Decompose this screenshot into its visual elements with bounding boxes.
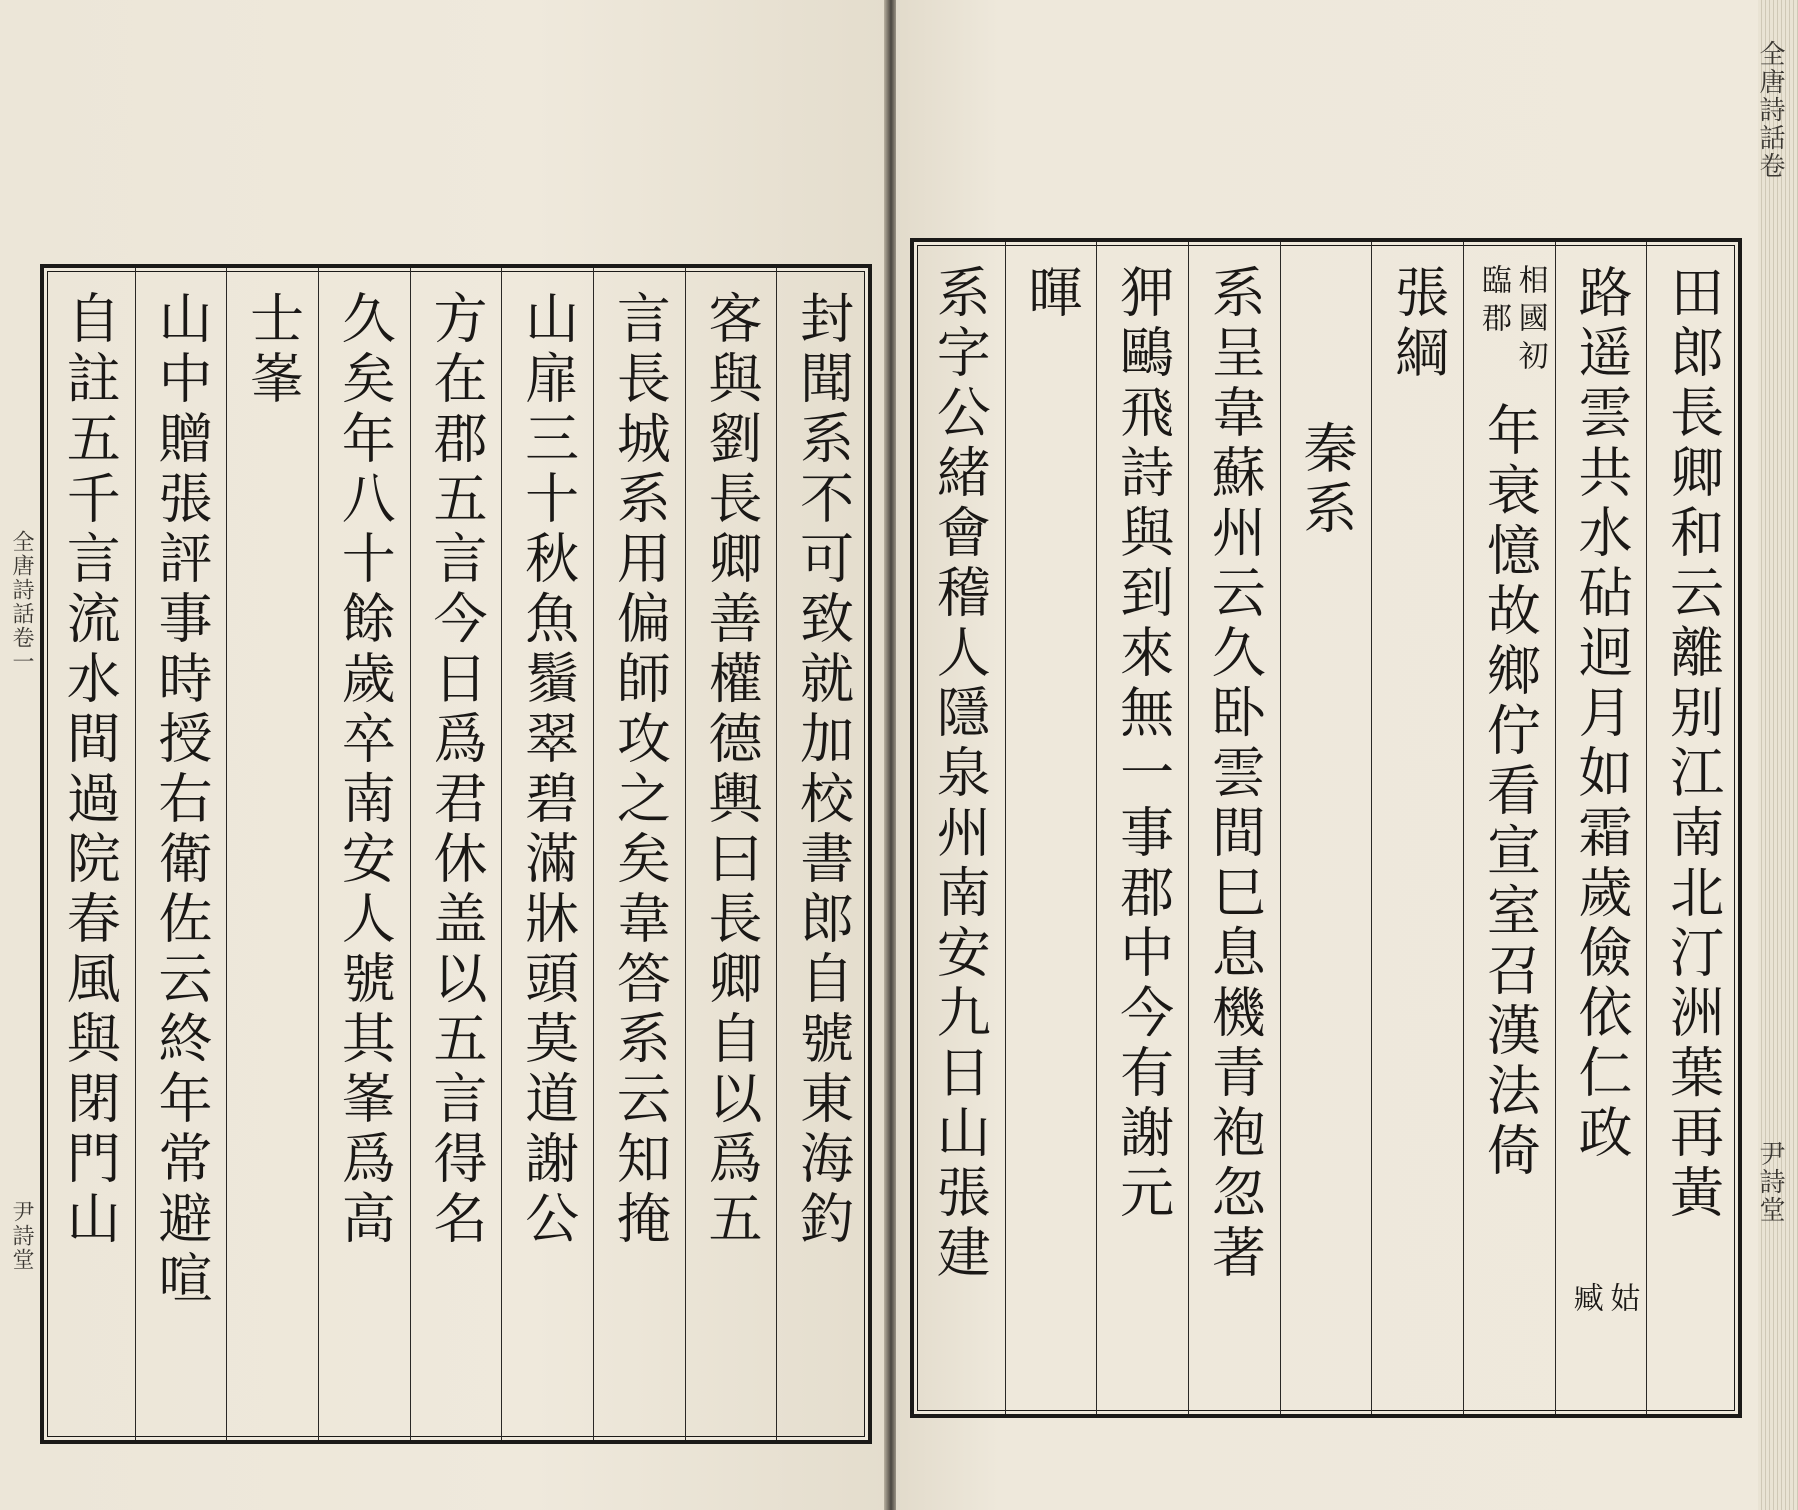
right-margin-title: 全唐詩話卷: [1755, 40, 1785, 180]
left-margin-hall-name: 尹詩堂: [9, 1200, 34, 1272]
right-margin-hall-name: 尹詩堂: [1755, 1140, 1785, 1224]
column-text: 秦系: [1294, 420, 1358, 540]
column-text: 路遥雲共水砧迥月如霜歲儉依仁政: [1569, 264, 1633, 1164]
column-text: 方在郡五言今日爲君休盖以五言得名: [424, 290, 488, 1250]
left-text-frame: [40, 264, 872, 1444]
column-text: 年衰憶故鄉佇看宣室召漢法倚: [1478, 402, 1542, 1182]
text-column: [136, 268, 228, 1440]
column-text: 系呈韋蘇州云久卧雲間巳息機青袍忽著: [1203, 264, 1267, 1284]
column-text: 張綱: [1386, 264, 1450, 384]
column-text: 暉: [1019, 264, 1083, 324]
text-column: [777, 268, 868, 1440]
column-text: 封聞系不可致就加校書郎自號東海釣: [791, 290, 855, 1250]
text-column: [502, 268, 594, 1440]
column-text: 久矣年八十餘歲卒南安人號其峯爲高: [333, 290, 397, 1250]
text-column: [319, 268, 411, 1440]
page-edges: [1758, 0, 1798, 1510]
column-text: 自註五千言流水間過院春風與閉門山: [58, 290, 122, 1250]
text-column: [44, 268, 136, 1440]
text-column: [227, 268, 319, 1440]
text-column: [1372, 242, 1464, 1414]
note-line: 姑: [1604, 1282, 1640, 1320]
column-text: 士峯: [241, 290, 305, 410]
left-margin-title: 全唐詩話卷一: [9, 530, 34, 674]
column-text: 狎鷗飛詩與到來無一事郡中今有謝元: [1111, 264, 1175, 1224]
text-column: [1464, 242, 1556, 1414]
column-text: 客與劉長卿善權德輿曰長卿自以爲五: [699, 290, 763, 1250]
note-line: 臧: [1567, 1282, 1603, 1320]
text-column: [1281, 242, 1373, 1414]
text-column: [1097, 242, 1189, 1414]
text-column: [1189, 242, 1281, 1414]
text-column: [594, 268, 686, 1440]
left-page: [0, 0, 888, 1510]
text-column: [686, 268, 778, 1440]
text-column: [1006, 242, 1098, 1414]
column-text: 山中贈張評事時授右衛佐云終年常避喧: [149, 290, 213, 1310]
text-column: [411, 268, 503, 1440]
interlinear-note: [1556, 1282, 1647, 1402]
column-text: 言長城系用偏師攻之矣韋答系云知掩: [608, 290, 672, 1250]
text-column: [1647, 242, 1738, 1414]
column-text: 系字公緒會稽人隱泉州南安九日山張建: [928, 264, 992, 1284]
note-line: 臨郡: [1475, 264, 1511, 340]
text-column: [914, 242, 1006, 1414]
right-page: [896, 0, 1758, 1510]
text-column: [1556, 242, 1648, 1414]
note-line: 相國初: [1512, 264, 1548, 378]
right-text-frame: [910, 238, 1742, 1418]
column-text: 田郎長卿和云離别江南北汀洲葉再黃: [1661, 264, 1725, 1224]
column-text: 山扉三十秋魚鬚翠碧滿牀頭莫道謝公: [516, 290, 580, 1250]
